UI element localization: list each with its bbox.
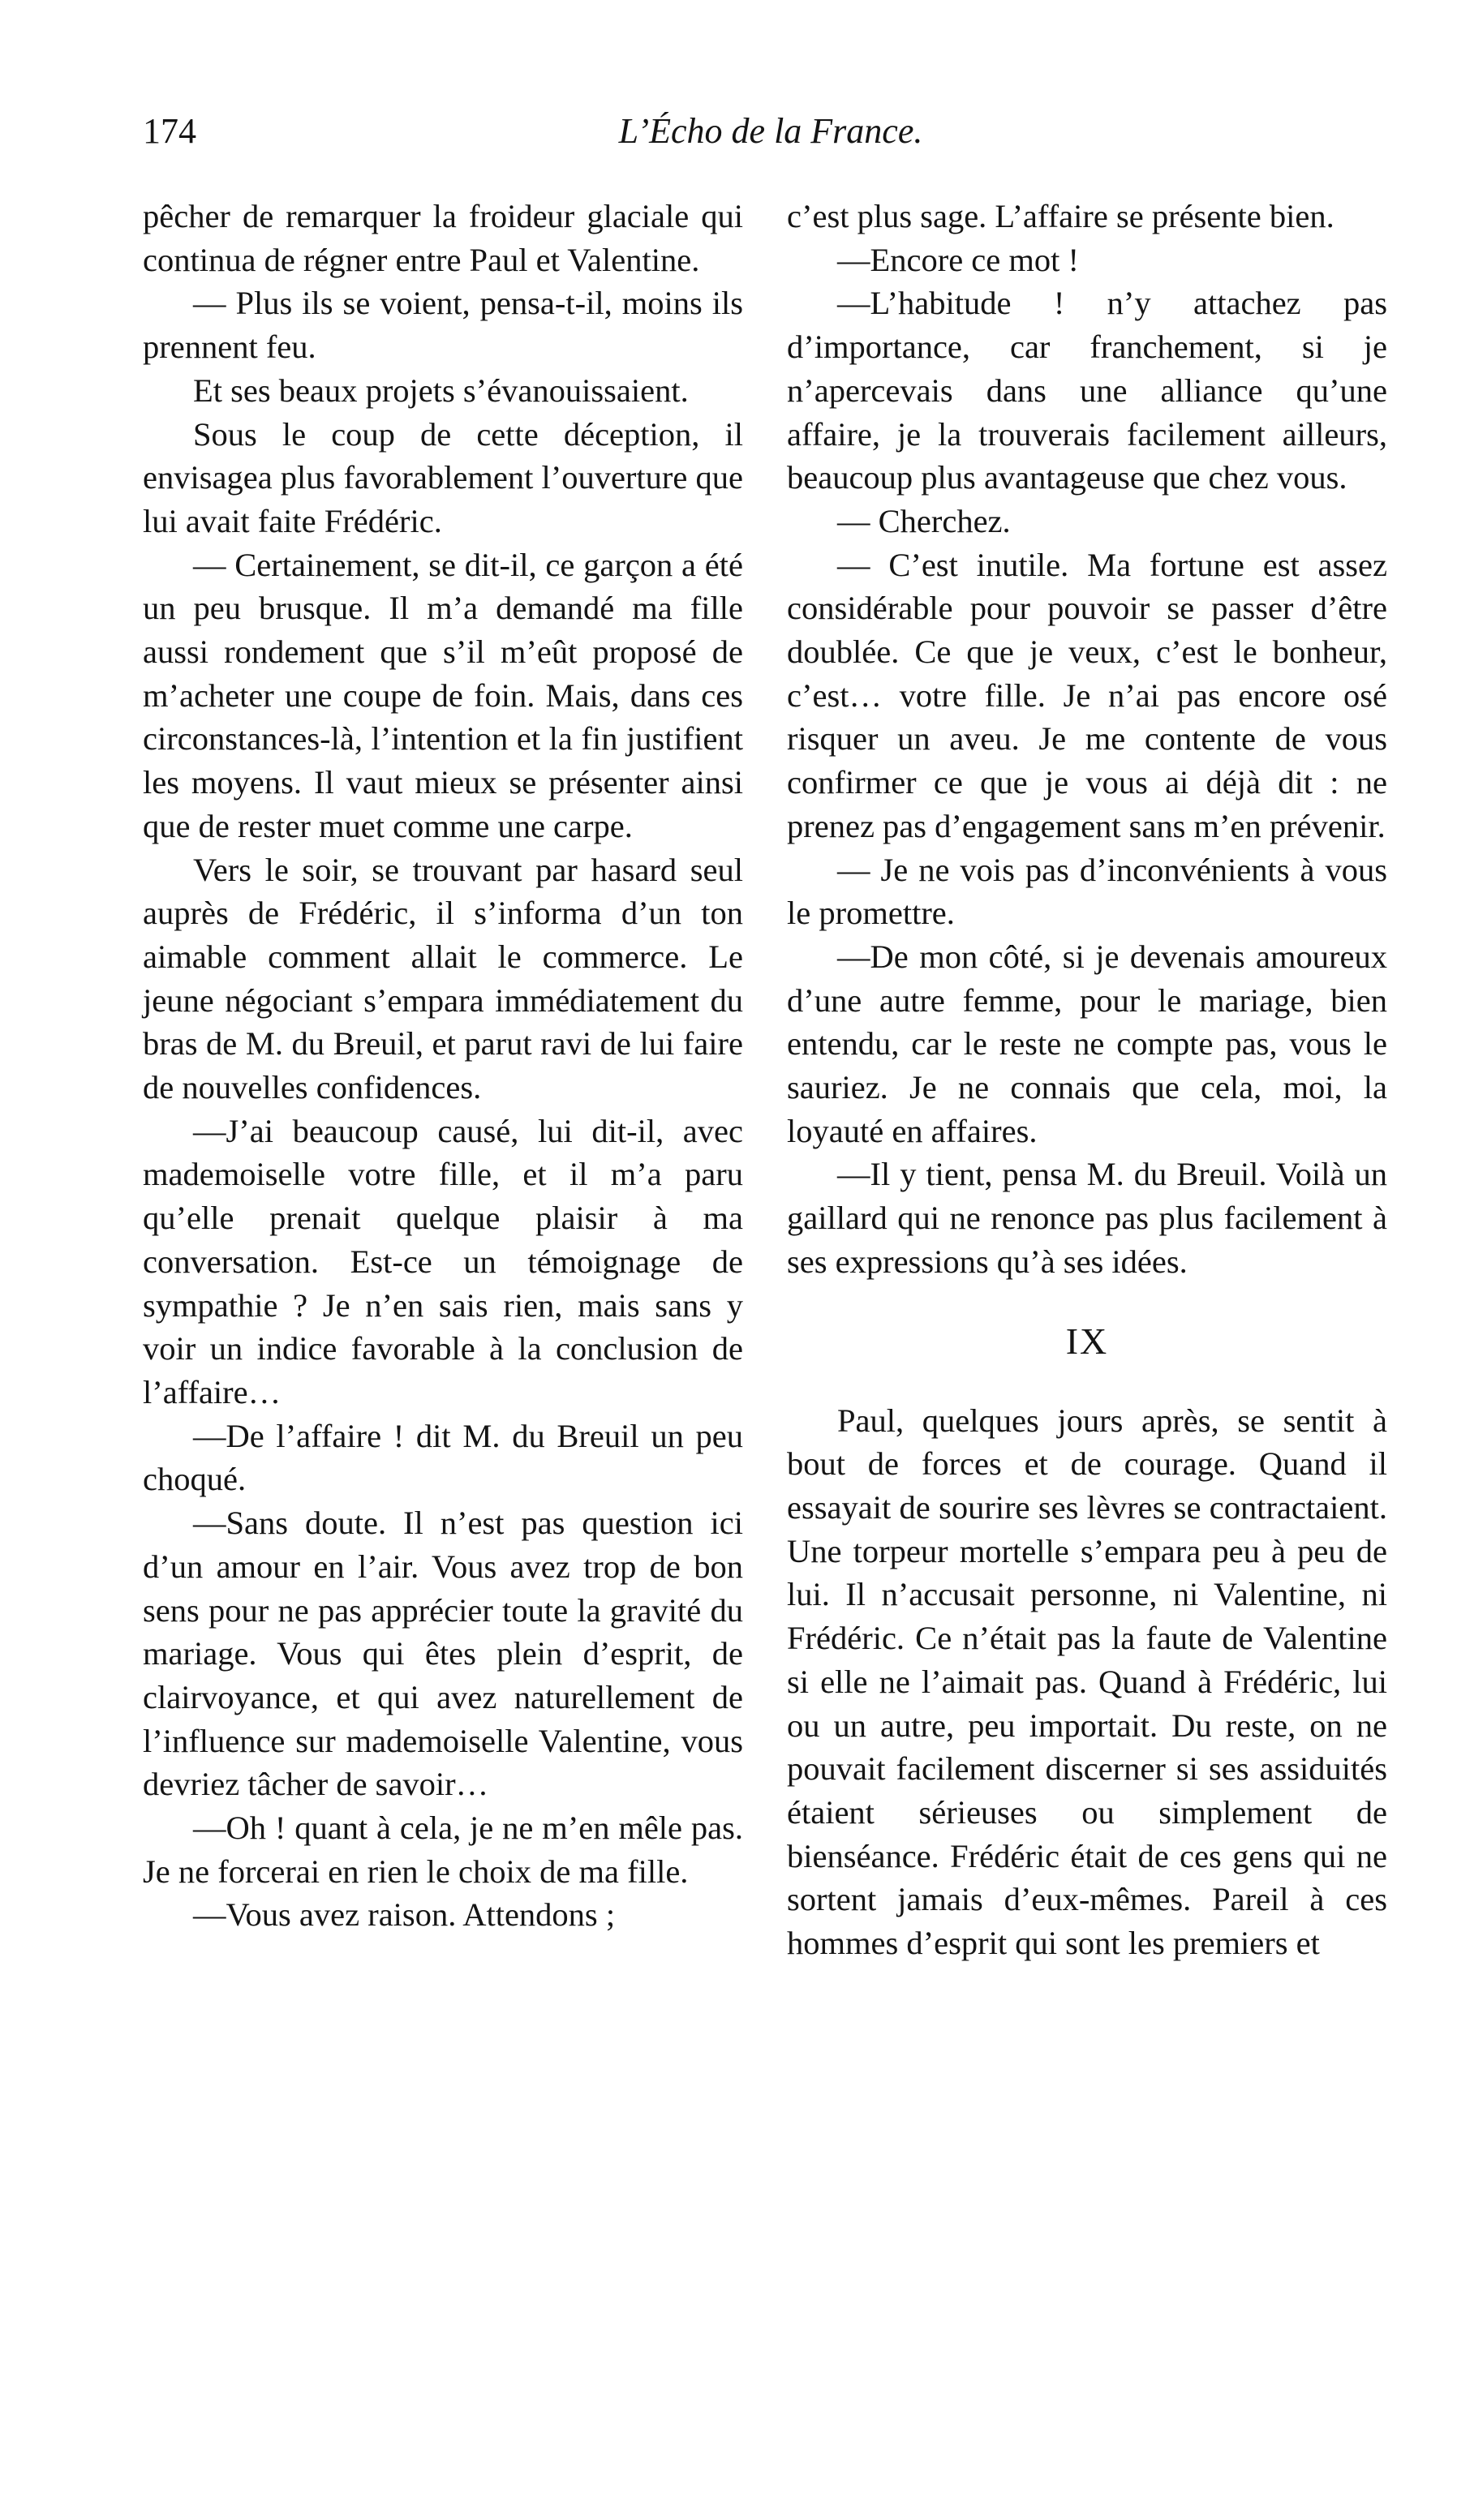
paragraph: — Je ne vois pas d’inconvénients à vous le promettre. — [787, 851, 1387, 932]
paragraph: pêcher de remarquer la froideur glaciale qui continua de régner entre Paul et Valentine. — [143, 198, 743, 278]
paragraph: — Certainement, se dit-il, ce garçon a été un peu brusque. Il m’a demandé ma fille aussi rondement que s’il m’eût proposé de m’acheter une coupe de foin. Mais, dans ces circonstances-là, l’intention et la fin justifient les moyens. Il vaut mieux se présenter ainsi que de rester muet comme une carpe. — [143, 546, 743, 844]
paragraph: —Vous avez raison. Attendons ; — [193, 1896, 616, 1934]
paragraph: — C’est inutile. Ma fortune est assez considérable pour pouvoir se passer d’être doublée. Ce que je veux, c’est le bonheur, c’est… votre fille. Je n’ai pas encore osé risquer un aveu. Je me contente de vous confirmer ce que je vous ai déjà dit : ne prenez pas d’engagement sans m’en prévenir. — [787, 546, 1387, 844]
paragraph: —J’ai beaucoup causé, lui dit-il, avec mademoiselle votre fille, et il m’a paru qu’elle prenait quelque plaisir à ma conversation. Est-ce un témoignage de sympathie ? Je n’en sais rien, mais sans y voir un indice favorable à la conclusion de l’affaire… — [143, 1112, 743, 1410]
paragraph: —L’habitude ! n’y attachez pas d’importance, car franchement, si je n’apercevais dans une alliance qu’une affaire, je la trouverais facilement ailleurs, beaucoup plus avantageuse que chez vous. — [787, 285, 1387, 496]
paragraph: —Oh ! quant à cela, je ne m’en mêle pas. Je ne forcerai en rien le choix de ma fille. — [143, 1810, 743, 1890]
page-number: 174 — [143, 111, 196, 151]
paragraph: Et ses beaux projets s’évanouissaient. — [193, 371, 689, 409]
paragraph: —De l’affaire ! dit M. du Breuil un peu choqué. — [143, 1417, 743, 1498]
left-column — [143, 195, 743, 1937]
paragraph: — Cherchez. — [837, 502, 1011, 539]
paragraph: —De mon côté, si je devenais amoureux d’une autre femme, pour le mariage, bien entendu, car le reste ne compte pas, vous le sauriez. Je ne connais que cela, moi, la loyauté en affaires. — [787, 938, 1387, 1149]
running-title: L’Écho de la France. — [618, 111, 923, 151]
paragraph: —Il y tient, pensa M. du Breuil. Voilà un gaillard qui ne renonce pas plus facilement à ses expressions qu’à ses idées. — [787, 1156, 1387, 1280]
paragraph: — Plus ils se voient, pensa-t-il, moins ils prennent feu. — [143, 285, 743, 366]
paragraph: Vers le soir, se trouvant par hasard seul auprès de Frédéric, il s’informa d’un ton aimable comment allait le commerce. Le jeune négociant s’empara immédiatement du bras de M. du Breuil, et parut ravi de lui faire de nouvelles confidences. — [143, 851, 743, 1106]
paragraph: —Encore ce mot ! — [837, 241, 1079, 278]
right-column — [787, 195, 1387, 1965]
paragraph: c’est plus sage. L’affaire se présente bien. — [787, 198, 1335, 234]
paragraph: Sous le coup de cette déception, il envisagea plus favorablement l’ouverture que lui avait faite Frédéric. — [143, 415, 743, 539]
chapter-heading: IX — [1065, 1320, 1109, 1362]
paragraph: Paul, quelques jours après, se sentit à bout de forces et de courage. Quand il essayait de sourire ses lèvres se contractaient. Une torpeur mortelle s’empara peu à peu de lui. Il n’accusait personne, ni Valentine, ni Frédéric. Ce n’était pas la faute de Valentine si elle ne l’aimait pas. Quand à Frédéric, lui ou un autre, peu importait. Du reste, on ne pouvait facilement discerner si ses assiduités étaient sérieuses ou simplement de bienséance. Frédéric était de ces gens qui ne sortent jamais d’eux-mêmes. Pareil à ces hommes d’esprit qui sont les premiers et — [787, 1402, 1387, 1962]
paragraph: —Sans doute. Il n’est pas question ici d’un amour en l’air. Vous avez trop de bon sens pour ne pas apprécier toute la gravité du mariage. Vous qui êtes plein d’esprit, de clairvoyance, et qui avez naturellement de l’influence sur mademoiselle Valentine, vous devriez tâcher de savoir… — [143, 1505, 743, 1803]
